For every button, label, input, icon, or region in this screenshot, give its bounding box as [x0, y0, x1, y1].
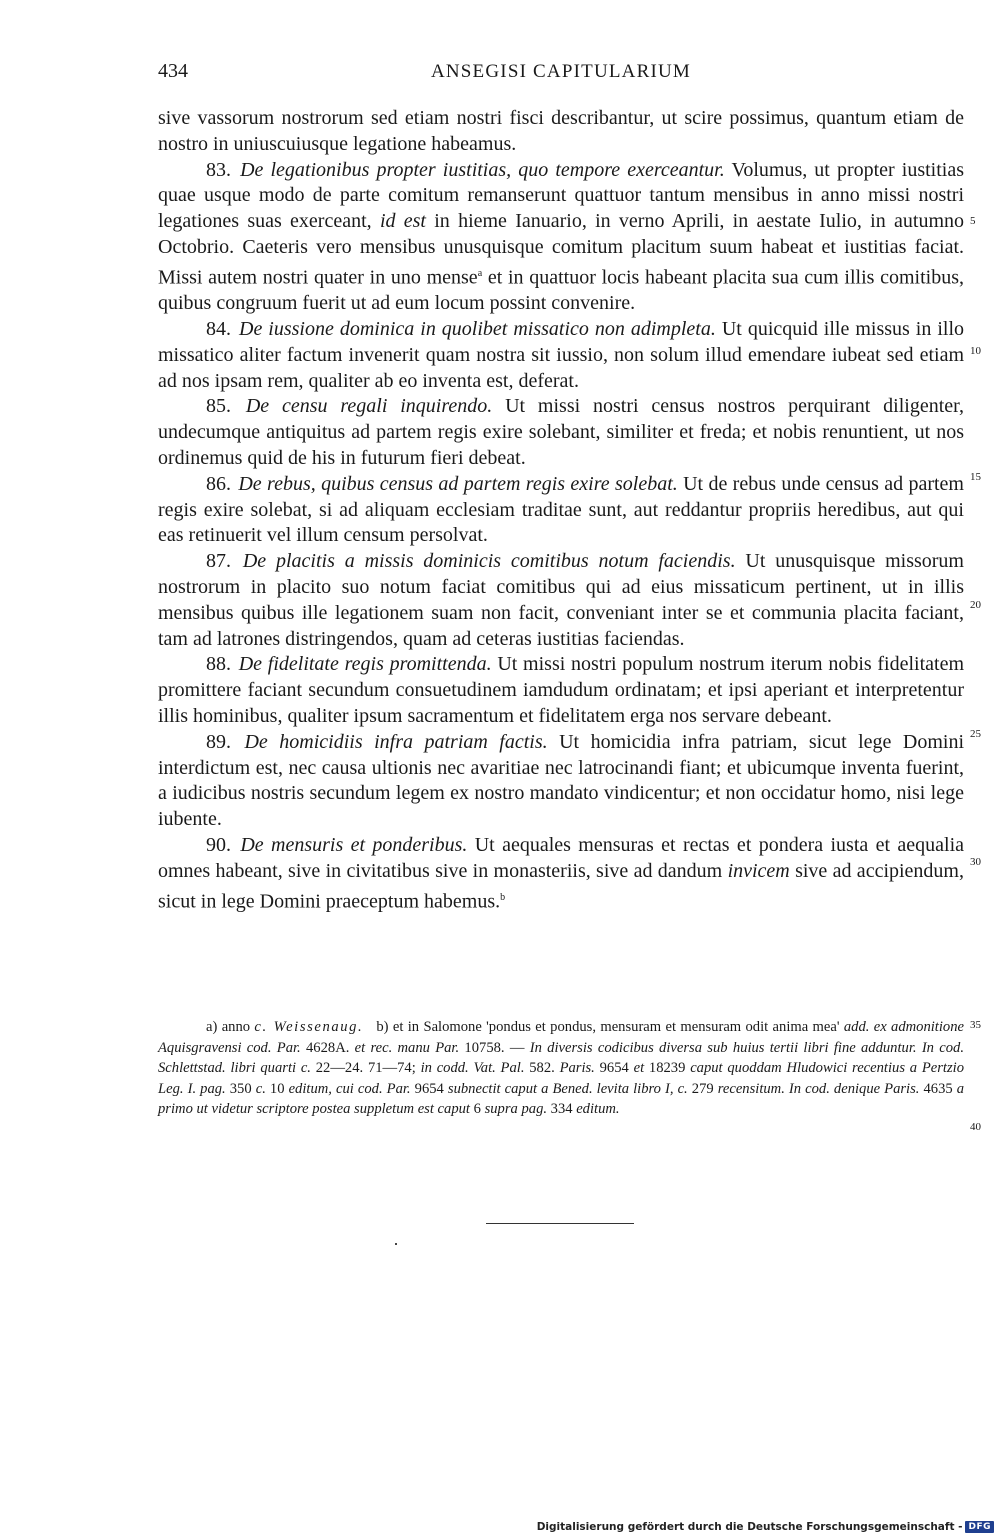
- line-number: 15: [970, 471, 981, 483]
- chapter-text-italic: id est: [379, 210, 426, 233]
- chapter-title: De rebus, quibus census ad partem regis exire solebat.: [238, 472, 678, 495]
- footnote-b-italic: editum, cui cod. Par.: [288, 1080, 411, 1097]
- chapter-number: 84.: [206, 318, 231, 341]
- footnote-b-text: 350: [225, 1080, 256, 1097]
- footnote-b-italic: subnectit caput a Bened. levita libro I, c.: [447, 1080, 688, 1097]
- footnote-b-text: 18239: [644, 1060, 691, 1076]
- line-number: 25: [970, 728, 981, 740]
- running-head: ANSEGISI CAPITULARIUM: [430, 61, 692, 82]
- chapter-number: 83.: [206, 158, 231, 181]
- chapter-number: 85.: [206, 395, 231, 418]
- chapter-90: [158, 833, 964, 915]
- chapter-89: [158, 730, 964, 833]
- chapter-text: sive ad accipiendum, sicut in lege Domini praeceptum habemus.: [158, 859, 964, 913]
- footnote-b-italic: supra pag.: [484, 1101, 548, 1117]
- footnote-b-text: et in Salomone 'pondus et pondus, mensuram et mensuram odit anima mea': [388, 1019, 844, 1035]
- chapter-text: Ut aequales mensuras et rectas et pondera iusta et aequalia omnes habeant, sive in civitatibus sive in monasteriis, sive ad dandum: [158, 833, 965, 882]
- chapter-title: De homicidiis infra patriam factis.: [244, 730, 548, 753]
- chapter-number: 90.: [206, 833, 231, 856]
- footnote-b-italic: in codd. Vat. Pal.: [420, 1060, 525, 1076]
- footnote-ref-a: a: [477, 267, 483, 279]
- footnote-block: [158, 1017, 964, 1120]
- chapter-86: [158, 472, 964, 549]
- footnotes: [158, 1017, 964, 1120]
- chapter-text: Ut quicquid ille missus in illo missatico aliter factum invenerit quam nostra sit iussio, non solum illud emendare iubeat sed etiam ad nos ipsam rem, qualiter ab eo inventa est, deferat.: [158, 318, 964, 392]
- footnote-a-text: anno: [217, 1019, 255, 1035]
- footnote-b-italic: c.: [255, 1080, 266, 1097]
- footnote-b-text: 10: [265, 1080, 289, 1097]
- chapter-title: De iussione dominica in quolibet missatico non adimpleta.: [239, 318, 716, 341]
- chapter-85: [158, 394, 964, 471]
- footnote-b-text: 334: [547, 1101, 577, 1117]
- line-number: 10: [970, 345, 981, 357]
- footnote-b-italic: caput quoddam Hludowici recentius a Pertzio Leg. I. pag.: [158, 1060, 965, 1097]
- page-header: [158, 60, 964, 90]
- footnote-b-italic: In diversis codicibus diversa sub huius tertii libri fine adduntur. In cod. Schlettstad. libri quarti c.: [158, 1039, 964, 1076]
- line-number: 30: [970, 856, 981, 868]
- line-number: 20: [970, 599, 981, 611]
- chapter-title: De legationibus propter iustitias, quo tempore exerceantur.: [240, 158, 725, 181]
- footnote-b-text: 4635: [919, 1080, 957, 1097]
- footnote-a-italic: c. Weissenaug.: [254, 1019, 364, 1035]
- paragraph-continuation: sive vassorum nostrorum sed etiam nostri fisci describantur, ut scire possimus, quantum etiam de nostro in uniuscuiusque legatione habeamus.: [158, 107, 964, 155]
- footnote-b-italic: a primo ut videtur scriptore postea suppletum est caput: [158, 1080, 965, 1117]
- chapter-text: Ut missi nostri census nostros perquirant diligenter, undecumque antiquitus ad partem regis exire solebant, similiter et freda; et nobis renuntient, ut nos ordinemus quid de his in futurum fieri debeat.: [158, 395, 965, 470]
- line-number: 35: [970, 1019, 981, 1031]
- chapter-text-italic: invicem: [727, 859, 790, 882]
- footnote-b-text: 10758. —: [459, 1039, 530, 1056]
- print-speck: [395, 1243, 397, 1245]
- footnote-b-text: 582.: [524, 1060, 560, 1076]
- footnote-a-label: a): [206, 1019, 218, 1035]
- chapter-number: 87.: [206, 550, 231, 573]
- credit-text: Digitalisierung gefördert durch die Deutsche Forschungsgemeinschaft -: [536, 1521, 963, 1533]
- chapter-88: [158, 652, 964, 729]
- chapter-text: et in quattuor locis habeant placita sua cum illis comitibus, quibus congruum fuerit ut ad eum locum possint convenire.: [158, 266, 964, 315]
- footnote-b-text: 4628A.: [300, 1039, 355, 1056]
- chapter-text: in hieme Ianuario, in verno Aprili, in aestate Iulio, in autumno Octobrio. Caeteris vero mensibus unusquisque comitum placitum suum habeat et iustitias faciat. Missi autem nostri quater in uno mense: [158, 210, 964, 289]
- chapter-text: Ut homicidia infra patriam, sicut lege Domini interdictum est, nec causa ultionis nec avaritiae nec latrocinandi fiant; et ubicumque inventa fuerint, a iudicibus nostris secundum legem ex nostro mandato vindicentur; et non occidatur homo, nisi lege iubente.: [158, 730, 965, 831]
- footnote-b-text: 9654: [594, 1060, 634, 1076]
- footnote-b-italic: et rec. manu Par.: [354, 1039, 460, 1056]
- chapter-number: 86.: [206, 472, 231, 495]
- footnote-b-text: 9654: [410, 1080, 448, 1097]
- page-number: 434: [158, 60, 188, 82]
- footnote-b-italic: et: [633, 1060, 645, 1076]
- chapter-text: Volumus, ut propter iustitias quae usque modo de parte comitum remanserunt quattuor tantum mensibus in anno missi nostri legationes suas exerceant,: [158, 158, 965, 233]
- chapter-87: [158, 549, 964, 652]
- end-rule: [486, 1223, 634, 1224]
- chapter-text: Ut unusquisque missorum nostrorum in placito suo notum faciat comitibus qui ad eius missaticum pertinent, ut in illis mensibus quibus ille legationem suam non facit, conveniant inter se et communia placita faciant, tam ad latrones distringendos, quam ad ceteras iustitias faciendas.: [158, 550, 964, 650]
- chapter-title: De mensuris et ponderibus.: [240, 833, 468, 856]
- main-text: [158, 106, 964, 915]
- line-number: 5: [970, 215, 976, 227]
- chapter-84: [158, 317, 964, 394]
- footnote-b-text: 279: [687, 1080, 718, 1097]
- footnote-b-label: b): [376, 1019, 389, 1035]
- chapter-number: 88.: [206, 653, 231, 676]
- chapter-text: Ut missi nostri populum nostrum iterum nobis fidelitatem promittere faciant secundum consuetudinem iamdudum ordinatam; et ipsi aperiant et interpretentur illis hominibus, qualiter ipsum sacramentum et fidelitatem erga nos servare debeant.: [158, 653, 965, 727]
- footnote-b-text: 6: [469, 1101, 485, 1117]
- footnote-b-italic: recensitum. In cod. denique Paris.: [717, 1080, 920, 1097]
- footnote-ref-b: b: [500, 891, 506, 903]
- line-number: 40: [970, 1121, 981, 1133]
- chapter-title: De censu regali inquirendo.: [245, 395, 493, 418]
- chapter-title: De placitis a missis dominicis comitibus notum faciendis.: [242, 550, 736, 573]
- footnote-b-italic: editum.: [576, 1101, 620, 1117]
- footnote-b-italic: add. ex admonitione Aquisgravensi cod. Par.: [158, 1019, 964, 1056]
- chapter-number: 89.: [206, 730, 231, 753]
- footnote-b-text: 22—24. 71—74;: [310, 1060, 421, 1076]
- dfg-logo-icon: DFG: [965, 1521, 994, 1533]
- chapter-text: Ut de rebus unde census ad partem regis exire solebat, si ad aliquam ecclesiam traditae sunt, aut reddantur propriis heredibus, aut qui eas retinuerit vel illum censum persolvat.: [158, 472, 964, 547]
- digitization-credit: [537, 1521, 994, 1533]
- footnote-b-italic: Paris.: [559, 1060, 595, 1076]
- chapter-83: [158, 158, 964, 317]
- chapter-title: De fidelitate regis promittenda.: [238, 653, 492, 676]
